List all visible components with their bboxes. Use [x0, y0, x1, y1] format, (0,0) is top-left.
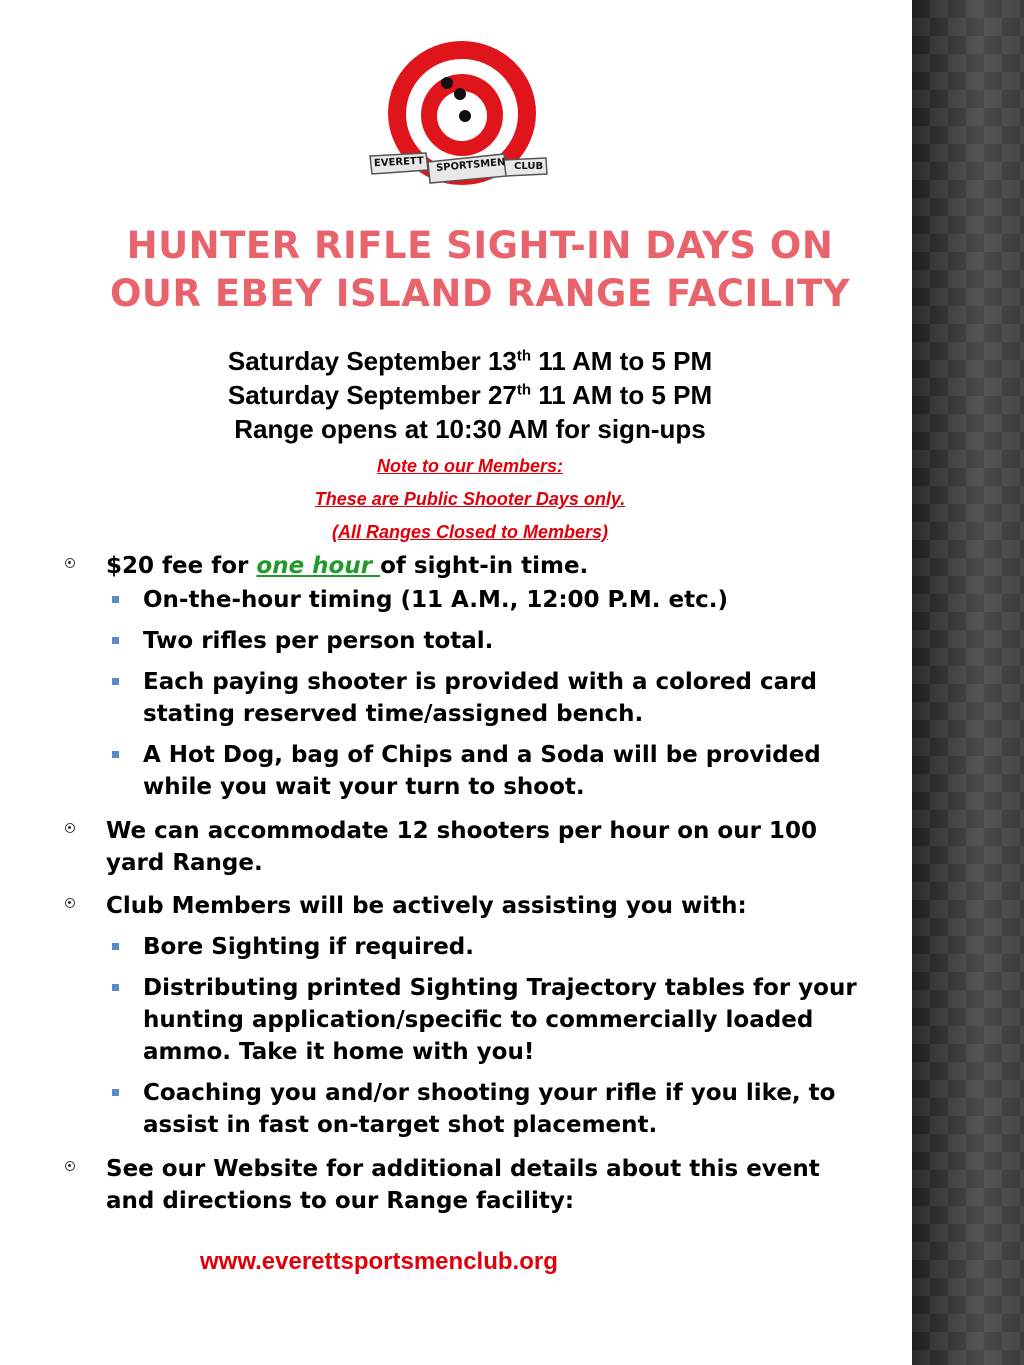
capacity-text: We can accommodate 12 shooters per hour on our 100 yard Range.	[106, 818, 817, 876]
event-schedule	[60, 344, 880, 446]
logo-text-sportsmen: SPORTSMEN	[435, 156, 506, 175]
member-note	[60, 450, 880, 549]
decorative-sidebar	[912, 0, 1024, 1365]
note-heading: Note to our Members:	[376, 456, 563, 476]
timing-text: On-the-hour timing (11 A.M., 12:00 P.M. etc.)	[143, 587, 729, 613]
one-hour-emphasis: one hour	[256, 553, 381, 579]
schedule-date-1	[60, 344, 880, 378]
square-bullet-icon	[112, 751, 119, 758]
coaching-text: Coaching you and/or shooting your rifle if you like, to assist in fast on-target shot placement.	[143, 1080, 836, 1138]
members-text: Club Members will be actively assisting you with:	[106, 893, 747, 919]
fee-text: $20 fee for	[106, 553, 257, 579]
trajectory-text: Distributing printed Sighting Trajectory tables for your hunting application/specific to commercially loaded ammo. Take it home with you!	[143, 975, 857, 1065]
schedule-signup: Range opens at 10:30 AM for sign-ups	[234, 414, 706, 444]
date-1-ordinal: th	[516, 347, 532, 365]
sub-item-trajectory-tables	[60, 972, 860, 1068]
list-item-fee	[60, 550, 860, 582]
circle-bullet-icon	[65, 558, 75, 568]
logo-text-club: CLUB	[514, 161, 544, 172]
date-1-text: Saturday September 13	[227, 346, 517, 376]
square-bullet-icon	[112, 637, 119, 644]
date-1-time: 11 AM to 5 PM	[531, 346, 713, 376]
food-text: A Hot Dog, bag of Chips and a Soda will be provided while you wait your turn to shoot.	[143, 742, 821, 800]
square-bullet-icon	[112, 1089, 119, 1096]
title-line-2: OUR EBEY ISLAND RANGE FACILITY	[109, 272, 851, 315]
note-public-days: These are Public Shooter Days only.	[314, 489, 626, 509]
date-2-time: 11 AM to 5 PM	[531, 380, 713, 410]
logo-text-everett: EVERETT	[373, 155, 425, 170]
sub-item-bore-sighting	[60, 931, 860, 963]
circle-bullet-icon	[65, 1161, 75, 1171]
date-2-text: Saturday September 27	[227, 380, 517, 410]
title-line-1: HUNTER RIFLE SIGHT-IN DAYS ON	[126, 224, 834, 267]
sub-item-rifles	[60, 625, 860, 657]
note-ranges-closed: (All Ranges Closed to Members)	[331, 522, 609, 542]
schedule-date-2	[60, 378, 880, 412]
list-item-capacity	[60, 815, 860, 879]
list-item-members	[60, 890, 860, 922]
square-bullet-icon	[112, 943, 119, 950]
bore-sighting-text: Bore Sighting if required.	[143, 934, 474, 960]
square-bullet-icon	[112, 678, 119, 685]
website-url: www.everettsportsmenclub.org	[200, 1248, 558, 1275]
page-title	[60, 222, 900, 318]
sub-item-timing	[60, 584, 860, 616]
details-list	[60, 548, 860, 1217]
website-text: See our Website for additional details about this event and directions to our Range facility:	[106, 1156, 820, 1214]
club-logo	[364, 38, 564, 188]
sub-item-food	[60, 739, 860, 803]
circle-bullet-icon	[65, 898, 75, 908]
sub-item-coaching	[60, 1077, 860, 1141]
rifles-text: Two rifles per person total.	[143, 628, 494, 654]
square-bullet-icon	[112, 984, 119, 991]
fee-suffix: of sight-in time.	[380, 553, 589, 579]
square-bullet-icon	[112, 596, 119, 603]
sub-item-card	[60, 666, 860, 730]
card-text: Each paying shooter is provided with a colored card stating reserved time/assigned bench.	[143, 669, 817, 727]
list-item-website	[60, 1153, 860, 1217]
date-2-ordinal: th	[516, 381, 532, 399]
circle-bullet-icon	[65, 823, 75, 833]
